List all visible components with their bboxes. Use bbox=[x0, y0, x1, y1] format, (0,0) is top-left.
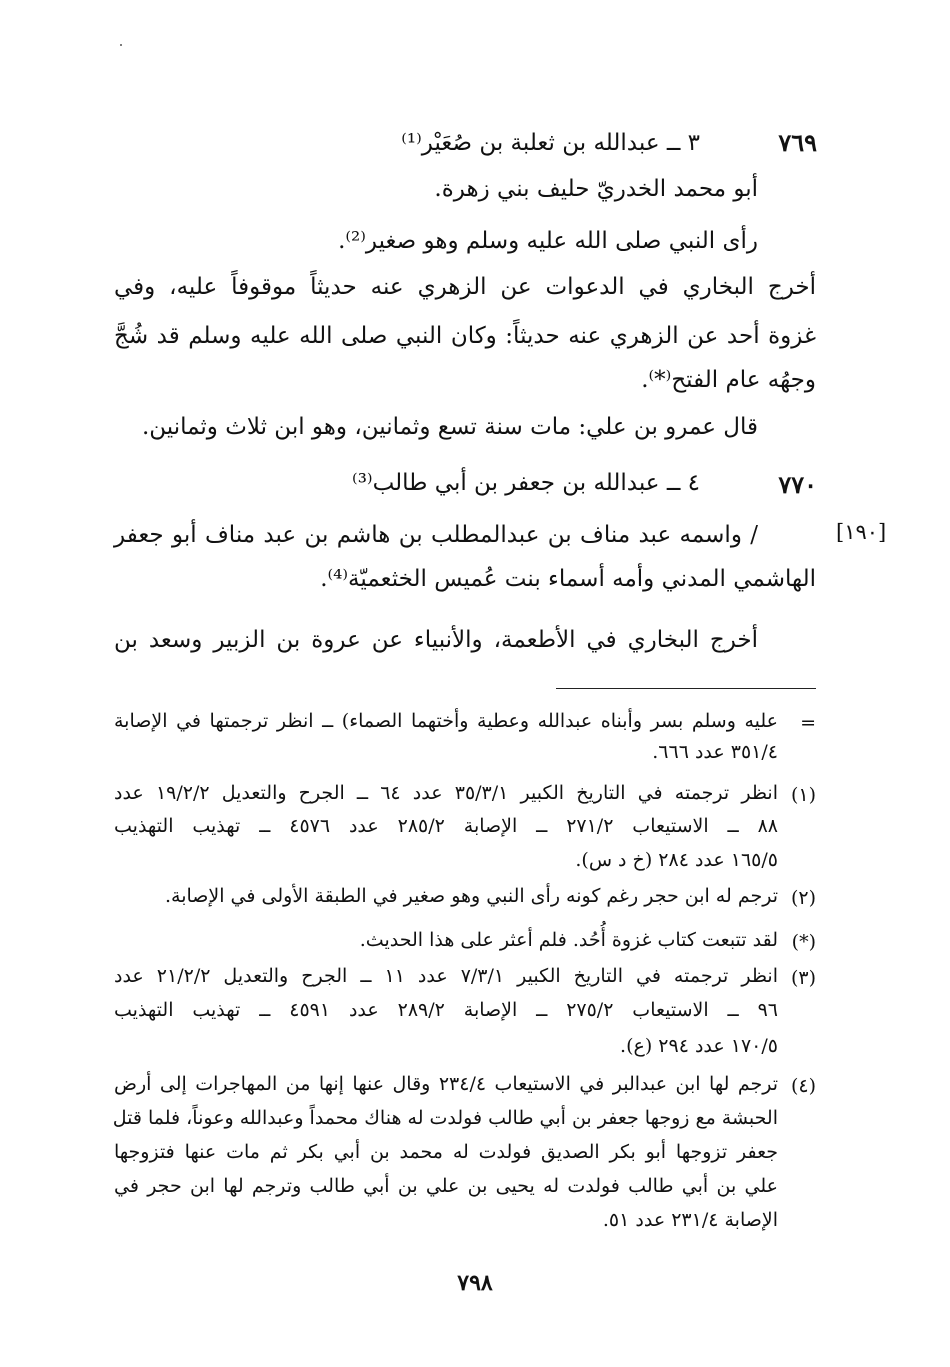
footnote-key: = bbox=[800, 712, 816, 734]
footnote-line: لقد تتبعت كتاب غزوة أُحُد. فلم أعثر على هذا الحديث. bbox=[359, 929, 778, 951]
footnote-line: ٨٨ ــ الاستيعاب ٢٧١/٢ ــ الإصابة ٢٨٥/٢ عدد ٤٥٧٦ ــ تهذيب التهذيب bbox=[114, 815, 778, 837]
body-line: غزوة أحد عن الزهري عنه حديثاً: وكان النبي صلى الله عليه وسلم قد شُجَّ bbox=[114, 323, 816, 349]
footnote-line: ٣٥١/٤ عدد ٦٦٦. bbox=[652, 741, 778, 763]
body-line: أخرج البخاري في الأطعمة، والأنبياء عن عروة بن الزبير وسعد بن bbox=[114, 627, 758, 653]
footnote-line: ٩٦ ــ الاستيعاب ٢٧٥/٢ ــ الإصابة ٢٨٩/٢ عدد ٤٥٩١ ــ تهذيب التهذيب bbox=[114, 999, 778, 1021]
footnote-line: ١٦٥/٥ عدد ٢٨٤ (خ د س). bbox=[575, 849, 778, 871]
footnote-separator bbox=[556, 688, 816, 689]
body-line: الهاشمي المدني وأمه أسماء بنت عُميس الخثعميّة⁽⁴⁾. bbox=[320, 566, 816, 592]
page-marker: [١٩٠] bbox=[836, 520, 887, 544]
footnote-line: علي بن أبي طالب فولدت له يحيى بن علي بن أبي طالب وترجم لها ابن حجر في bbox=[114, 1175, 778, 1197]
footnote-key: (١) bbox=[790, 784, 816, 806]
entry-number: ٧٦٩ bbox=[778, 128, 817, 157]
body-line: وجهُه عام الفتح⁽*⁾. bbox=[641, 367, 816, 393]
footnote-line: عليه وسلم بسر وأبناه عبدالله وعطية وأختهما الصماء) ــ انظر ترجمتها في الإصابة bbox=[114, 710, 778, 732]
footnote-line: ١٧٠/٥ عدد ٢٩٤ (ع). bbox=[620, 1035, 778, 1057]
entry-number: ٧٧٠ bbox=[778, 470, 817, 499]
scan-speck bbox=[120, 44, 122, 46]
footnote-line: الحبشة مع زوجها جعفر بن أبي طالب فولدت له هناك محمداً وعبدالله وعوناً، فلما قتل bbox=[112, 1107, 778, 1129]
body-line: / واسمه عبد مناف بن عبدالمطلب بن هاشم بن عبد مناف أبو جعفر bbox=[114, 522, 758, 548]
footnote-line: ترجم له ابن حجر رغم كونه رأى النبي وهو صغير في الطبقة الأولى في الإصابة. bbox=[164, 885, 778, 907]
footnote-key: (*) bbox=[791, 931, 816, 953]
entry-title: ٣ ــ عبدالله بن ثعلبة بن صُعَيْر⁽¹⁾ bbox=[401, 130, 700, 156]
entry-title: ٤ ــ عبدالله بن جعفر بن أبي طالب⁽³⁾ bbox=[352, 470, 700, 496]
footnote-line: الإصابة ٢٣١/٤ عدد ٥١. bbox=[602, 1209, 778, 1231]
footnote-line: انظر ترجمته في التاريخ الكبير ٣٥/٣/١ عدد ٦٤ ــ الجرح والتعديل ١٩/٢/٢ عدد bbox=[114, 782, 778, 804]
body-line: أخرج البخاري في الدعوات عن الزهري عنه حديثاً موقوفاً عليه، وفي bbox=[114, 274, 816, 300]
footnote-key: (٢) bbox=[790, 887, 816, 909]
page-number: ٧٩٨ bbox=[457, 1270, 493, 1296]
body-line: قال عمرو بن علي: مات سنة تسع وثمانين، وهو ابن ثلاث وثمانين. bbox=[141, 414, 758, 440]
footnote-line: انظر ترجمته في التاريخ الكبير ٧/٣/١ عدد ١١ ــ الجرح والتعديل ٢١/٢/٢ عدد bbox=[114, 965, 778, 987]
footnote-line: جعفر تزوجها أبو بكر الصديق فولدت له محمد بن أبي بكر ثم مات عنها فتزوجها bbox=[114, 1141, 778, 1163]
footnote-key: (٣) bbox=[790, 967, 816, 989]
footnote-line: ترجم لها ابن عبدالبر في الاستيعاب ٢٣٤/٤ وقال عنها إنها من المهاجرات إلى أرض bbox=[114, 1073, 778, 1095]
body-line: أبو محمد الخدريّ حليف بني زهرة. bbox=[434, 176, 758, 202]
body-line: رأى النبي صلى الله عليه وسلم وهو صغير⁽²⁾. bbox=[338, 228, 758, 254]
footnote-key: (٤) bbox=[790, 1075, 816, 1097]
